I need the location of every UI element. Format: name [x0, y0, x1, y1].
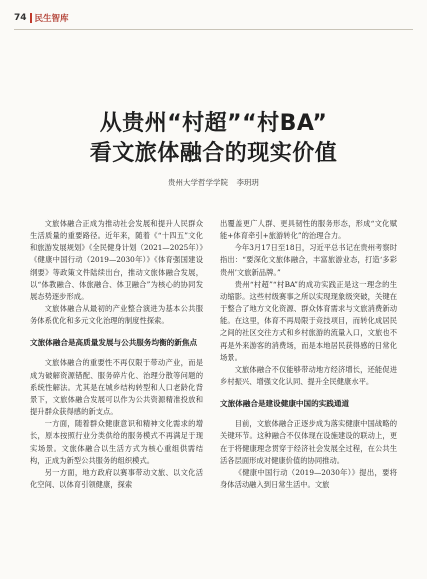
left-column [30, 218, 203, 491]
section-heading: 文旅体融合是建设健康中国的实践通道 [220, 399, 350, 409]
byline [0, 177, 427, 188]
paragraph: 另一方面，地方政府以赛事带动文旅、以文化活化空间、以体育引领健康，探索 [30, 467, 203, 489]
paragraph: 今年3月17日至18日，习近平总书记在贵州考察时指出：“要深化文旅体融合，丰富旅游业态，打造‘多彩贵州’文旅新品牌。” [220, 243, 397, 277]
paragraph: 出覆盖更广人群、更具韧性的服务形态，形成“文化赋能+体育牵引+旅游转化”的治理合力。 [220, 219, 397, 241]
right-column [220, 218, 397, 491]
article-title-line2: 看文旅体融合的现实价值 [89, 141, 338, 166]
paragraph: 文旅体融合不仅能够带动地方经济增长，还能促进乡村振兴、增强文化认同、提升全民健康水平。 [220, 364, 397, 387]
paragraph: 文旅体融合正成为推动社会发展和提升人民群众生活质量的重要路径。近年来，随着《“十四五”文化和旅游发展规划》《全民健身计划（2021—2025年）》《健康中国行动（2019—2030年）》《体育强国建设纲要》等政策文件陆续出台，推动文旅体融合发展，以“体教融合、体旅融合、体卫融合”为核心的协同发展态势逐步形成。 [30, 219, 203, 301]
section-heading: 文旅体融合是高质量发展与公共服务均衡的新焦点 [30, 338, 198, 348]
article-title-line1: 从贵州“村超”“村BA” [99, 111, 328, 136]
paragraph: 目前，文旅体融合正逐步成为落实健康中国战略的关键环节。这种融合不仅体现在设施建设的联动上，更在于将健康理念贯穿于经济社会发展全过程，在公共生活各层面形成对健康价值的协同推动。 [220, 419, 397, 465]
author-affiliation: 贵州大学哲学学院 [168, 178, 229, 187]
paragraph: 《健康中国行动（2019—2030年）》提出，要将身体活动融入到日常生活中。文旅 [220, 467, 397, 489]
paragraph: 文旅体融合的重要性不再仅限于带动产业，而是成为破解资源错配、服务碎片化、治理分散等问题的系统性解法。尤其是在城乡结构转型和人口老龄化背景下，文旅体融合发展可以作为公共资源精准投放和提升群众获得感的新支点。 [30, 358, 203, 417]
author-name: 李玥玥 [236, 178, 259, 187]
paragraph: 文旅体融合从最初的产业整合演进为基本公共服务体系优化和多元文化治理的制度性探索。 [30, 304, 203, 326]
header-divider [14, 29, 413, 30]
paragraph: 贵州“村超”“村BA”的成功实践正是这一理念的生动缩影。这些村级赛事之所以实现现象级突破，关键在于整合了地方文化资源、群众体育需求与文旅消费新动能。在这里，体育不再局限于竞技项目，而转化成居民之间的社区交往方式和乡村旅游的流量入口，文旅也不再是外来游客的消费场，而是本地居民获得感的日常化场景。 [220, 279, 397, 362]
header-accent-bar [30, 13, 32, 23]
page-number: 74 [14, 13, 27, 23]
section-label: 民生智库 [34, 14, 69, 24]
page-header [14, 12, 69, 24]
paragraph: 一方面，随着群众健康意识和精神文化需求的增长，原本按照行业分类供给的服务模式不再满足于现实场景。文旅体融合以生活方式为核心重组供需结构，正成为新型公共服务的组织模式。 [30, 419, 203, 465]
